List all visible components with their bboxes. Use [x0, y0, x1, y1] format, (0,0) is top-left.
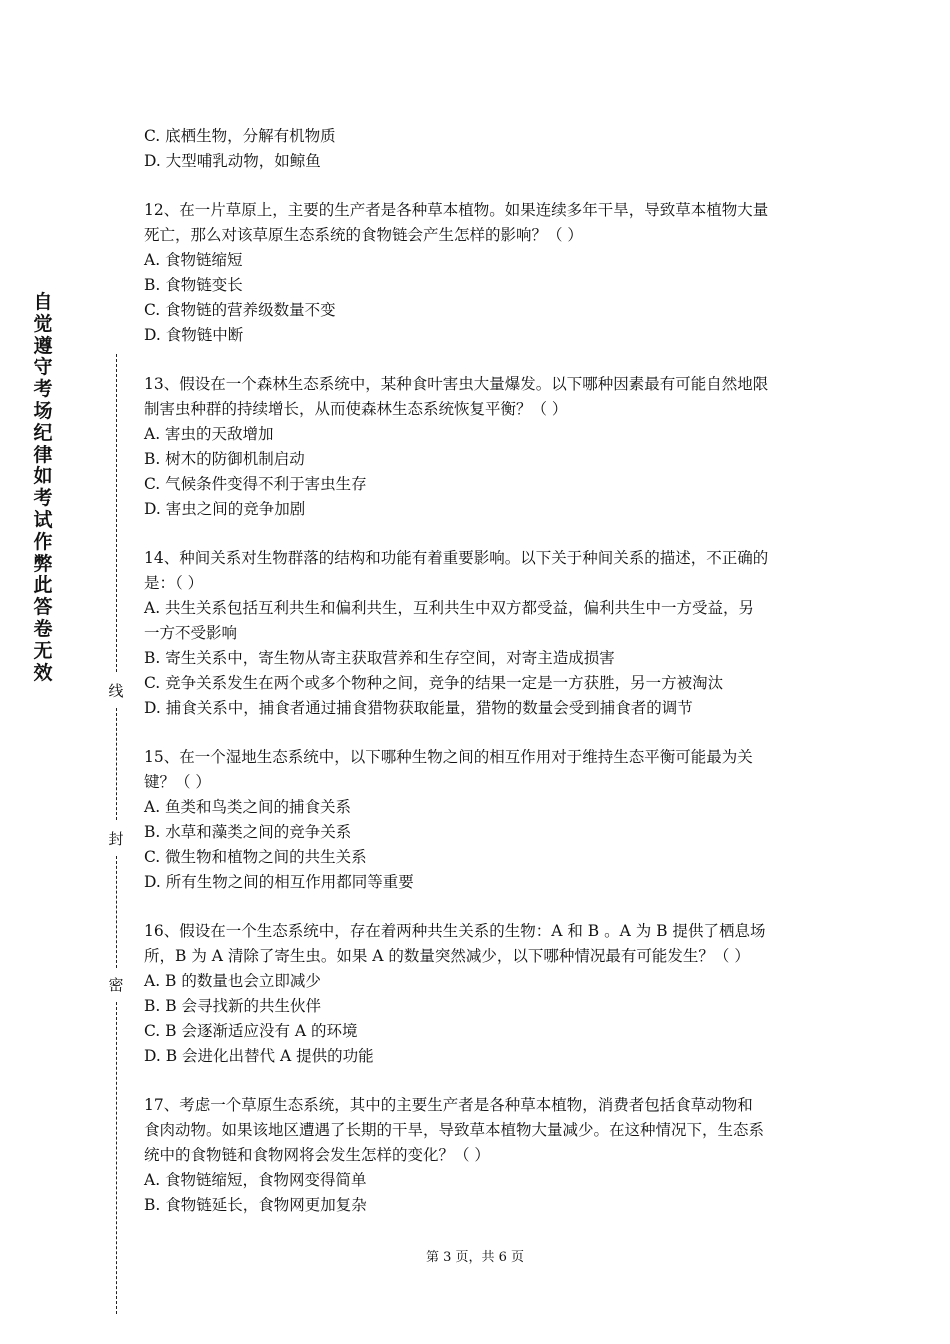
question-stem: 键？（ ） — [144, 773, 211, 791]
binding-line-dashes — [116, 354, 117, 672]
option: A. 共生关系包括互利共生和偏利共生，互利共生中双方都受益，偏利共生中一方受益，另 — [144, 599, 755, 617]
option: B. 水草和藻类之间的竞争关系 — [144, 823, 352, 841]
question-16 — [144, 919, 810, 1069]
question-stem: 所，B 为 A 清除了寄生虫。如果 A 的数量突然减少，以下哪种情况最有可能发生？（ ） — [144, 947, 750, 965]
option: C. 微生物和植物之间的共生关系 — [144, 848, 367, 866]
question-content — [144, 124, 810, 1242]
question-stem: 制害虫种群的持续增长，从而使森林生态系统恢复平衡？（ ） — [144, 400, 568, 418]
question-stem: 15、在一个湿地生态系统中，以下哪种生物之间的相互作用对于维持生态平衡可能最为关 — [144, 748, 753, 766]
option: D. 所有生物之间的相互作用都同等重要 — [144, 873, 414, 891]
question-stem: 14、种间关系对生物群落的结构和功能有着重要影响。以下关于种间关系的描述，不正确的 — [144, 549, 769, 567]
binding-mark-secret: 密 — [106, 974, 126, 995]
option: C. 竞争关系发生在两个或多个物种之间，竞争的结果一定是一方获胜，另一方被淘汰 — [144, 674, 724, 692]
option: 一方不受影响 — [144, 624, 238, 642]
question-stem: 16、假设在一个生态系统中，存在着两种共生关系的生物：A 和 B 。A 为 B 提供了栖息场 — [144, 922, 766, 940]
option: B. 食物链延长，食物网更加复杂 — [144, 1196, 367, 1214]
binding-mark-line: 线 — [106, 680, 126, 701]
option: A. 鱼类和鸟类之间的捕食关系 — [144, 798, 352, 816]
binding-line-dashes — [116, 708, 117, 820]
option: B. B 会寻找新的共生伙伴 — [144, 997, 322, 1015]
question-13 — [144, 372, 810, 522]
option: C. B 会逐渐适应没有 A 的环境 — [144, 1022, 358, 1040]
question-15 — [144, 745, 810, 895]
option: A. 害虫的天敌增加 — [144, 425, 274, 443]
question-14 — [144, 546, 810, 721]
page-number-footer: 第 3 页，共 6 页 — [425, 1250, 525, 1265]
option: D. 食物链中断 — [144, 326, 244, 344]
option: D. 害虫之间的竞争加剧 — [144, 500, 306, 518]
option: B. 树木的防御机制启动 — [144, 450, 305, 468]
option: C. 食物链的营养级数量不变 — [144, 301, 336, 319]
option: B. 食物链变长 — [144, 276, 243, 294]
option: A. 食物链缩短 — [144, 251, 243, 269]
question-stem: 是：（ ） — [144, 574, 204, 592]
question-17 — [144, 1093, 810, 1218]
option: D. 大型哺乳动物，如鲸鱼 — [144, 152, 321, 170]
option: C. 气候条件变得不利于害虫生存 — [144, 475, 367, 493]
option: A. B 的数量也会立即减少 — [144, 972, 321, 990]
exam-discipline-warning: 自觉遵守考场纪律如考试作弊此答卷无效 — [33, 291, 53, 684]
option: D. B 会进化出替代 A 提供的功能 — [144, 1047, 374, 1065]
option: D. 捕食关系中，捕食者通过捕食猎物获取能量，猎物的数量会受到捕食者的调节 — [144, 699, 693, 717]
question-stem: 17、考虑一个草原生态系统，其中的主要生产者是各种草本植物，消费者包括食草动物和 — [144, 1096, 753, 1114]
binding-line-dashes — [116, 1002, 117, 1314]
binding-mark-seal: 封 — [106, 828, 126, 849]
option: C. 底栖生物，分解有机物质 — [144, 127, 336, 145]
question-stem: 食肉动物。如果该地区遭遇了长期的干旱，导致草本植物大量减少。在这种情况下，生态系 — [144, 1121, 765, 1139]
option: B. 寄生关系中，寄生物从寄主获取营养和生存空间，对寄主造成损害 — [144, 649, 615, 667]
question-stem: 死亡，那么对该草原生态系统的食物链会产生怎样的影响？（ ） — [144, 226, 583, 244]
question-12 — [144, 198, 810, 348]
option: A. 食物链缩短，食物网变得简单 — [144, 1171, 367, 1189]
binding-line-dashes — [116, 856, 117, 968]
question-stem: 统中的食物链和食物网将会发生怎样的变化？（ ） — [144, 1146, 490, 1164]
question-stem: 12、在一片草原上，主要的生产者是各种草本植物。如果连续多年干旱，导致草本植物大量 — [144, 201, 769, 219]
question-stem: 13、假设在一个森林生态系统中，某种食叶害虫大量爆发。以下哪种因素最有可能自然地限 — [144, 375, 769, 393]
previous-question-options — [144, 124, 810, 174]
